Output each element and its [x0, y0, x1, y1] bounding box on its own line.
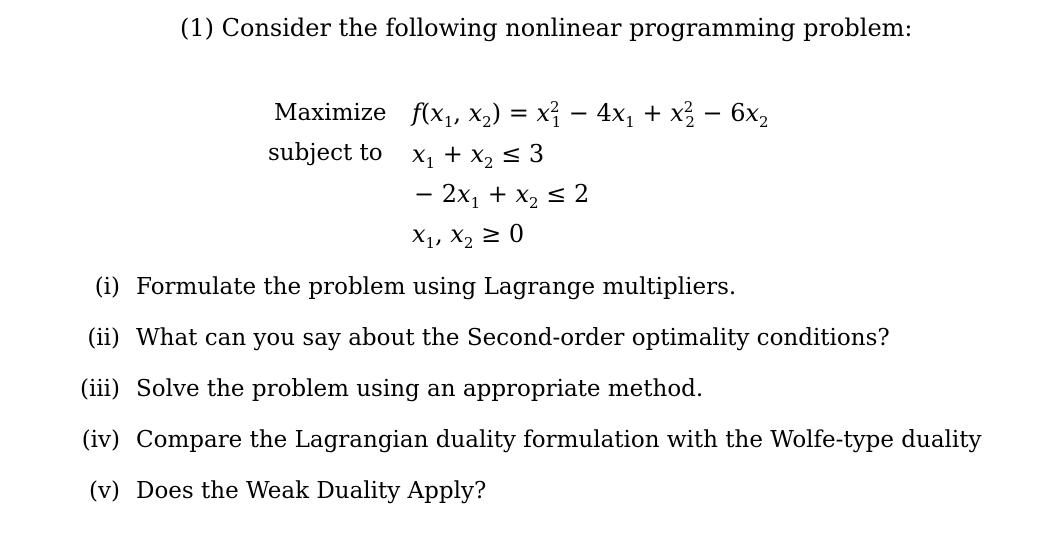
- question-label: (ii): [87, 325, 120, 351]
- question-label: (v): [89, 478, 120, 504]
- question-text: Formulate the problem using Lagrange multipliers.: [136, 274, 737, 300]
- subject-to-label: subject to: [268, 140, 383, 166]
- constraint-2: − $2x_1 + x_2 \le 2$: [414, 180, 590, 212]
- question-label: (iii): [79, 376, 120, 402]
- constraint-1: $x_1 + x_2 \le 3$: [412, 140, 545, 172]
- question-text: Compare the Lagrangian duality formulation with the Wolfe-type duality: [136, 427, 982, 453]
- question-text: Does the Weak Duality Apply?: [136, 478, 487, 504]
- question-label: (i): [94, 274, 120, 300]
- problem-header: (1) Consider the following nonlinear programming problem:: [180, 14, 913, 42]
- question-text: Solve the problem using an appropriate method.: [136, 376, 704, 402]
- objective-function: $f(x_1$, $x_2) = x^2_1 - 4x_1 + x^2_2 - 6x_2$: [412, 98, 769, 131]
- f-symbol: f: [412, 99, 421, 127]
- constraint-nonnegativity: $x_1$, $x_2 \ge 0$: [412, 220, 525, 252]
- maximize-label: Maximize: [274, 100, 387, 126]
- question-text: What can you say about the Second-order optimality conditions?: [136, 325, 890, 351]
- optimization-formulation: [0, 96, 1054, 266]
- question-label: (iv): [81, 427, 120, 453]
